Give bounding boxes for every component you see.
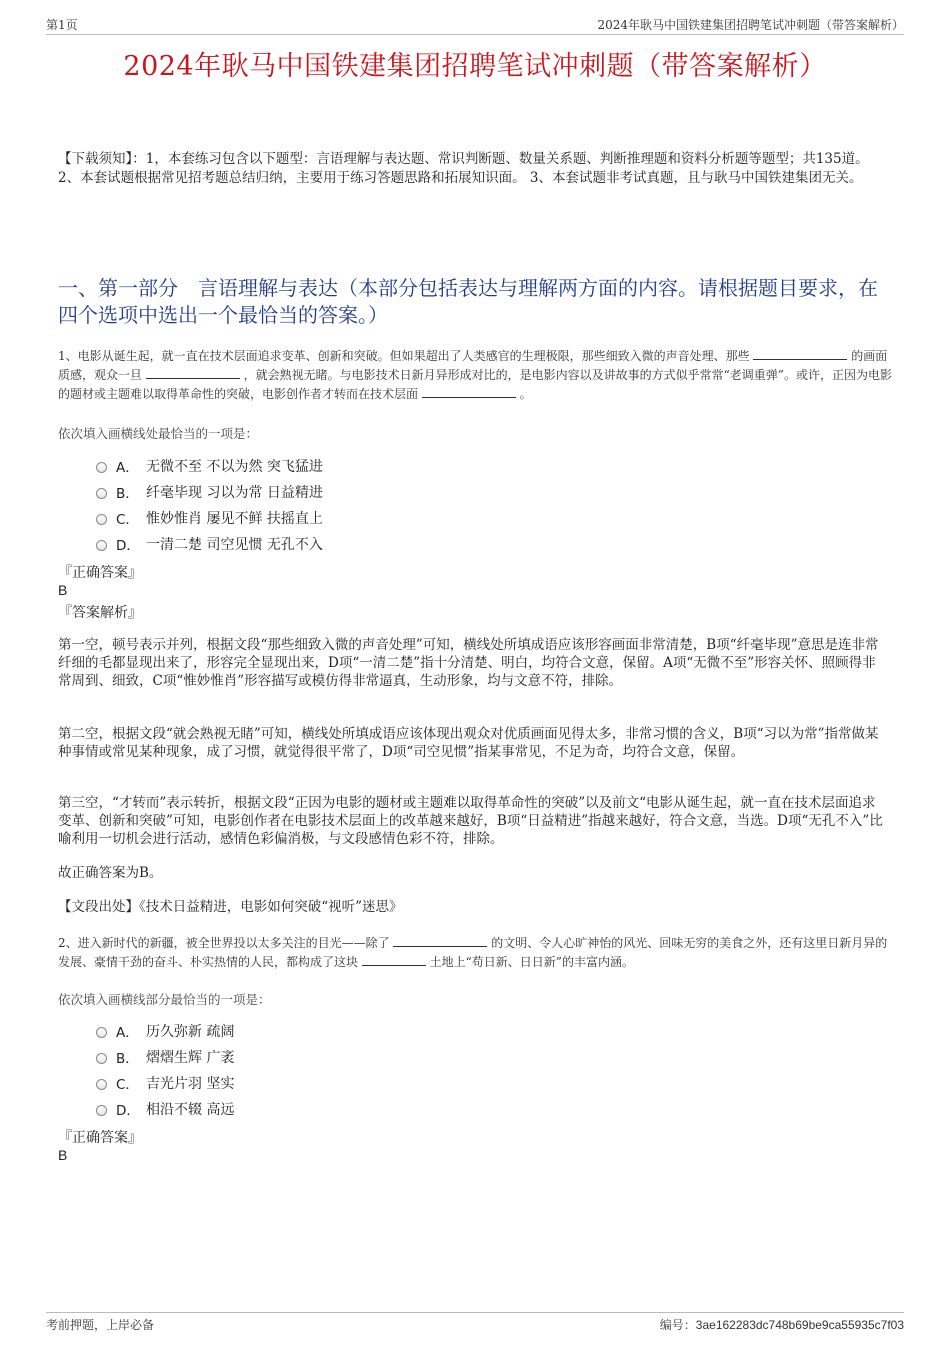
radio-icon[interactable] — [96, 488, 107, 499]
radio-icon[interactable] — [96, 462, 107, 473]
question-2-instruction: 依次填入画横线部分最恰当的一项是： — [58, 992, 271, 1007]
radio-icon[interactable] — [96, 514, 107, 525]
section-heading: 一、第一部分 言语理解与表达（本部分包括表达与理解两方面的内容。请根据题目要求，在四个选项中选出一个最恰当的答案。） — [58, 276, 878, 327]
analysis-paragraph: 第三空，“才转而”表示转折，根据文段“正因为电影的题材或主题难以取得革命性的突破”以及前文“电影从诞生起，就一直在技术层面追求变革、创新和突破”可知，电影创作者在电影技术层面上的改革越来越好，B项“日益精进”指越来越好，符合文意，当选。D项“无孔不入”比喻利用一切机会进行活动，感情色彩偏消极，与文段感情色彩不符，排除。 — [58, 795, 883, 847]
radio-icon[interactable] — [96, 1105, 107, 1116]
option-a[interactable]: A． 无微不至 不以为然 突飞猛进 — [96, 453, 323, 479]
question-2-text: 2、进入新时代的新疆，被全世界投以太多关注的目光——除了 的文明、令人心旷神怡的风光、回味无穷的美食之外，还有这里日新月异的发展、豪情干劲的奋斗、朴实热情的人民，都构成了这块 土地上“苟日新、日日新”的丰富内涵。 — [58, 936, 888, 969]
analysis-label: 『答案解析』 — [58, 605, 142, 621]
page-footer — [46, 1312, 904, 1335]
radio-icon[interactable] — [96, 1053, 107, 1064]
question-1-text: 1、电影从诞生起，就一直在技术层面追求变革、创新和突破。但如果超出了人类感官的生理极限，那些细致入微的声音处理、那些 的画面质感，观众一旦 ，就会熟视无睹。与电影技术日新月异形成对比的，是电影内容以及讲故事的方式似乎常常“老调重弹”。或许，正因为电影的题材或主题难以取得革命性的突破，电影创作者才转而在技术层面 。 — [58, 349, 892, 401]
option-a[interactable]: A． 历久弥新 疏阔 — [96, 1018, 234, 1044]
answer-blank — [422, 385, 516, 398]
radio-icon[interactable] — [96, 1027, 107, 1038]
answer-blank — [753, 347, 847, 360]
analysis-paragraph: 第二空，根据文段“就会熟视无睹”可知，横线处所填成语应该体现出观众对优质画面见得太多，非常习惯的含义，B项“习以为常”指常做某种事情或常见某种现象，成了习惯，就觉得很平常了，D项“司空见惯”指某事常见，不足为奇，均符合文意，保留。 — [58, 726, 879, 760]
option-d[interactable]: D． 相沿不辍 高远 — [96, 1096, 234, 1122]
analysis-conclusion: 故正确答案为B。 — [58, 865, 163, 881]
page-title: 2024年耿马中国铁建集团招聘笔试冲刺题（带答案解析） — [123, 51, 827, 82]
correct-answer-label: 『正确答案』 — [58, 1130, 142, 1146]
option-c[interactable]: C． 吉光片羽 坚实 — [96, 1070, 234, 1096]
correct-answer: B — [58, 582, 68, 598]
question-2-options — [96, 1018, 234, 1122]
option-c[interactable]: C． 惟妙惟肖 屡见不鲜 扶摇直上 — [96, 505, 323, 531]
correct-answer-label: 『正确答案』 — [58, 565, 142, 581]
analysis-paragraph: 第一空，顿号表示并列，根据文段“那些细致入微的声音处理”可知，横线处所填成语应该形容画面非常清楚，B项“纤毫毕现”意思是连非常纤细的毛都显现出来了，形容完全显现出来，D项“一清二楚”指十分清楚、明白，均符合文意，保留。A项“无微不至”形容关怀、照顾得非常周到、细致，C项“惟妙惟肖”形容描写或模仿得非常逼真，生动形象，均与文意不符，排除。 — [58, 637, 879, 689]
answer-blank — [146, 366, 240, 379]
header-doc-title: 2024年耿马中国铁建集团招聘笔试冲刺题（带答案解析） — [597, 18, 904, 32]
page-number: 第1页 — [46, 18, 78, 32]
answer-blank — [393, 934, 487, 947]
passage-source: 【文段出处】《技术日益精进，电影如何突破“视听”迷思》 — [58, 899, 403, 915]
option-b[interactable]: B． 熠熠生辉 广袤 — [96, 1044, 234, 1070]
option-d[interactable]: D． 一清二楚 司空见惯 无孔不入 — [96, 531, 323, 557]
footer-slogan: 考前押题，上岸必备 — [46, 1318, 155, 1332]
download-notice: 【下载须知】：1，本套练习包含以下题型：言语理解与表达题、常识判断题、数量关系题、判断推理题和资料分析题等题型；共135道。 2、本套试题根据常见招考题总结归纳，主要用于练习答题思路和拓展知识面。 3、本套试题非考试真题，且与耿马中国铁建集团无关。 — [58, 151, 869, 186]
answer-blank — [362, 953, 426, 966]
radio-icon[interactable] — [96, 1079, 107, 1090]
page-header — [46, 14, 904, 35]
correct-answer: B — [58, 1147, 68, 1163]
question-1-instruction: 依次填入画横线处最恰当的一项是： — [58, 426, 259, 441]
document-id: 编号：3ae162283dc748b69be9ca55935c7f03 — [659, 1318, 904, 1332]
radio-icon[interactable] — [96, 540, 107, 551]
question-1-options — [96, 453, 323, 557]
option-b[interactable]: B． 纤毫毕现 习以为常 日益精进 — [96, 479, 323, 505]
